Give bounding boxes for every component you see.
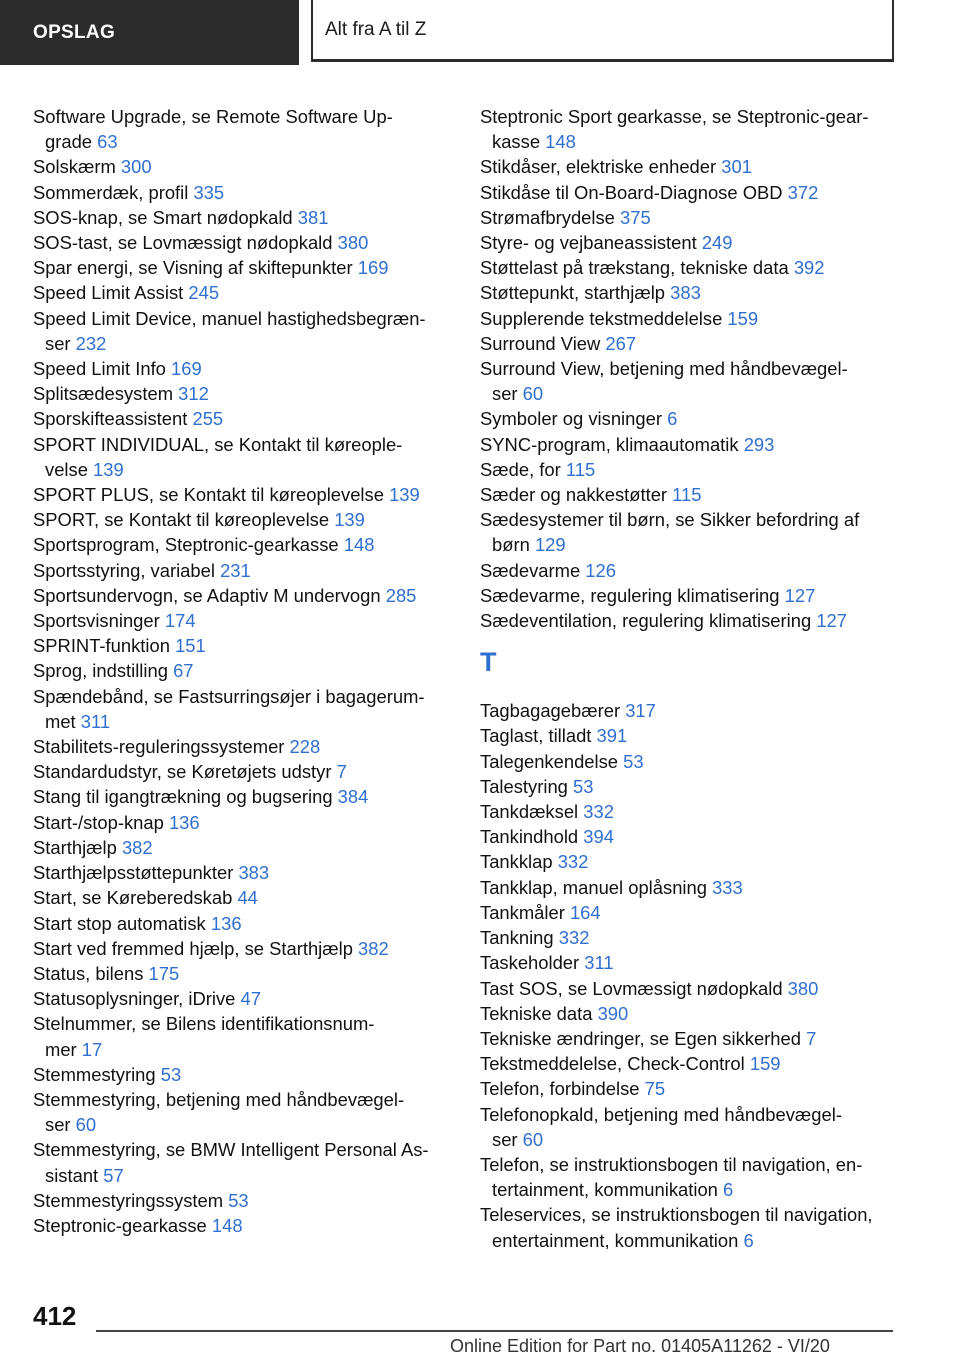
index-entry <box>480 205 900 230</box>
index-entry <box>33 255 453 280</box>
index-entry <box>33 1137 453 1187</box>
page-link[interactable]: 60 <box>522 1128 544 1150</box>
header-section-tab <box>0 0 299 65</box>
page-link[interactable]: 380 <box>337 232 369 254</box>
index-entry-text: Steptronic Sport gearkasse, se Steptronic-gear‐ kasse <box>480 106 869 153</box>
index-entry <box>480 356 900 406</box>
page-link[interactable]: 126 <box>585 559 616 581</box>
header-section-label: OPSLAG <box>33 21 116 43</box>
index-entry <box>33 810 453 835</box>
index-entry-text: Sportsundervogn, se Adaptiv M undervogn <box>33 584 386 606</box>
page-link[interactable]: 384 <box>337 786 369 808</box>
page-link[interactable]: 249 <box>701 232 733 254</box>
index-entry <box>480 774 900 799</box>
index-entry-text: Supplerende tekstmeddelelse <box>480 307 728 329</box>
index-entry-text: Steptronic-gearkasse <box>33 1214 212 1236</box>
index-entry <box>33 1213 453 1238</box>
index-entry-text: Sportsvisninger <box>33 610 165 632</box>
index-entry <box>33 684 453 734</box>
index-entry-text: Tagbagagebærer <box>480 700 626 722</box>
index-entry <box>33 759 453 784</box>
index-entry <box>33 381 453 406</box>
page-link[interactable]: 6 <box>743 1229 754 1251</box>
index-entry-text: Start, se Køreberedskab <box>33 887 238 909</box>
index-entry <box>480 976 900 1001</box>
page-link[interactable]: 382 <box>358 937 389 959</box>
index-entry-text: Surround View <box>480 332 606 354</box>
page-link[interactable]: 47 <box>240 988 261 1010</box>
index-entry <box>480 306 900 331</box>
index-entry <box>33 961 453 986</box>
page-link[interactable]: 312 <box>178 383 209 405</box>
page-link[interactable]: 391 <box>596 725 628 747</box>
page-link[interactable]: 60 <box>75 1114 97 1136</box>
index-entry <box>33 734 453 759</box>
index-entry-text: Talestyring <box>480 775 574 797</box>
index-entry-text: Start ved fremmed hjælp, se Starthjælp <box>33 937 359 959</box>
page-link[interactable]: 148 <box>343 534 375 556</box>
index-entry <box>480 1076 900 1101</box>
page-link[interactable]: 301 <box>721 156 752 178</box>
index-entry-text: Stabilitets-reguleringssystemer <box>33 736 290 758</box>
page-link[interactable]: 392 <box>793 257 825 279</box>
index-entry-text: Teleservices, se instruktionsbogen til navigation, entertainment, kommunikation <box>480 1204 873 1251</box>
page-link[interactable]: 57 <box>103 1164 124 1186</box>
index-entry <box>480 482 900 507</box>
index-group-t <box>480 698 900 1252</box>
page-link[interactable]: 332 <box>557 851 589 873</box>
index-entry-text: SPORT PLUS, se Kontakt til køreoplevelse <box>33 484 390 506</box>
page-link[interactable]: 267 <box>605 332 637 354</box>
index-entry-text: SOS-knap, se Smart nødopkald <box>33 206 298 228</box>
page-link[interactable]: 311 <box>80 710 111 732</box>
page-link[interactable]: 394 <box>583 826 614 848</box>
index-entry <box>33 911 453 936</box>
index-entry <box>33 986 453 1011</box>
index-entry <box>33 482 453 507</box>
index-entry <box>480 331 900 356</box>
index-entry-text: Tekstmeddelelse, Check-Control <box>480 1053 750 1075</box>
index-entry <box>480 1102 900 1152</box>
index-entry <box>33 658 453 683</box>
page-link[interactable]: 136 <box>168 811 200 833</box>
index-entry-text: SPORT, se Kontakt til køreoplevelse <box>33 509 335 531</box>
index-entry <box>480 280 900 305</box>
index-entry-text: Tekniske data <box>480 1002 598 1024</box>
index-entry <box>480 875 900 900</box>
header-title: Alt fra A til Z <box>325 18 427 40</box>
page-link[interactable]: 255 <box>192 408 224 430</box>
index-entry-text: Tankning <box>480 927 559 949</box>
page-link[interactable]: 175 <box>148 962 180 984</box>
index-entry <box>33 532 453 557</box>
index-entry <box>33 784 453 809</box>
index-entry-text: Tekniske ændringer, se Egen sikkerhed <box>480 1027 807 1049</box>
header-title-box <box>311 0 894 62</box>
index-entry-text: Starthjælpsstøttepunkter <box>33 862 239 884</box>
index-entry-text: Tankmåler <box>480 901 570 923</box>
index-entry <box>480 104 900 154</box>
index-entry <box>480 507 900 557</box>
index-column-left <box>33 104 453 1238</box>
index-entry <box>480 230 900 255</box>
page-link[interactable]: 232 <box>75 332 107 354</box>
page-link[interactable]: 245 <box>188 282 220 304</box>
index-entry-text: SPRINT-funktion <box>33 635 176 657</box>
index-entry-text: Telefon, forbindelse <box>480 1078 645 1100</box>
page-link[interactable]: 335 <box>193 181 225 203</box>
index-entry <box>480 723 900 748</box>
footer-edition: Online Edition for Part no. 01405A11262 - VI/20 <box>450 1336 830 1356</box>
index-entry <box>33 558 453 583</box>
page-link[interactable]: 380 <box>787 977 819 999</box>
index-entry-text: Tast SOS, se Lovmæssigt nødopkald <box>480 977 788 999</box>
page-link[interactable]: 139 <box>334 509 365 531</box>
page-link[interactable]: 53 <box>623 750 644 772</box>
index-entry-text: Speed Limit Assist <box>33 282 189 304</box>
index-entry-text: Sædeventilation, regulering klimatisering <box>480 610 817 632</box>
page-link[interactable]: 148 <box>545 131 576 153</box>
index-entry-text: Tankklap <box>480 851 558 873</box>
page-link[interactable]: 115 <box>672 484 702 506</box>
page-link[interactable]: 159 <box>749 1053 781 1075</box>
index-entry-text: Taglast, tilladt <box>480 725 597 747</box>
index-entry-text: Sædevarme <box>480 559 586 581</box>
index-entry-text: Solskærm <box>33 156 121 178</box>
page-link[interactable]: 383 <box>670 282 701 304</box>
index-entry <box>480 1152 900 1202</box>
index-entry <box>480 749 900 774</box>
page-link[interactable]: 390 <box>597 1002 629 1024</box>
index-entry <box>480 824 900 849</box>
index-entry-text: Telefonopkald, betjening med håndbevægel‐ ser <box>480 1103 842 1150</box>
page-link[interactable]: 375 <box>620 206 651 228</box>
page-link[interactable]: 44 <box>237 887 258 909</box>
index-entry <box>33 608 453 633</box>
page-link[interactable]: 159 <box>727 307 759 329</box>
index-entry <box>33 633 453 658</box>
index-entry-text: Status, bilens <box>33 962 149 984</box>
page-link[interactable]: 127 <box>784 584 816 606</box>
index-entry-text: Speed Limit Device, manuel hastighedsbegræn‐ ser <box>33 307 426 354</box>
index-entry <box>33 583 453 608</box>
index-entry-text: Støttepunkt, starthjælp <box>480 282 671 304</box>
index-entry <box>33 860 453 885</box>
index-entry-text: Standardudstyr, se Køretøjets udstyr <box>33 761 337 783</box>
index-entry <box>33 936 453 961</box>
index-entry <box>33 432 453 482</box>
index-entry-text: Sæde, for <box>480 458 566 480</box>
index-entry <box>33 1011 453 1061</box>
page-link[interactable]: 300 <box>120 156 152 178</box>
index-entry-text: Sæder og nakkestøtter <box>480 484 673 506</box>
index-entry <box>480 558 900 583</box>
page-link[interactable]: 174 <box>164 610 196 632</box>
index-entry <box>33 104 453 154</box>
page-number: 412 <box>33 1301 77 1331</box>
index-entry-text: Sporskifteassistent <box>33 408 193 430</box>
page-link[interactable]: 6 <box>667 408 678 430</box>
page-link[interactable]: 293 <box>743 433 775 455</box>
index-entry <box>480 799 900 824</box>
index-entry-text: Styre- og vejbaneassistent <box>480 232 702 254</box>
index-entry <box>33 306 453 356</box>
page-link[interactable]: 382 <box>121 836 153 858</box>
index-entry <box>480 950 900 975</box>
page-link[interactable]: 169 <box>357 257 389 279</box>
index-entry <box>480 457 900 482</box>
page-link[interactable]: 7 <box>806 1027 817 1049</box>
index-entry-text: Starthjælp <box>33 836 122 858</box>
index-entry-text: Stikdåse til On-Board-Diagnose OBD <box>480 181 788 203</box>
page-link[interactable]: 164 <box>569 901 601 923</box>
index-entry <box>33 406 453 431</box>
index-entry <box>33 180 453 205</box>
index-entry <box>480 1051 900 1076</box>
index-entry-text: Splitsædesystem <box>33 383 179 405</box>
index-entry <box>480 583 900 608</box>
page-link[interactable]: 333 <box>712 876 743 898</box>
index-entry <box>33 230 453 255</box>
index-entry <box>480 154 900 179</box>
index-entry <box>480 1001 900 1026</box>
index-entry-text: Spændebånd, se Fastsurringsøjer i bagagerum‐ met <box>33 685 425 732</box>
index-entry <box>480 849 900 874</box>
index-entry-text: Strømafbrydelse <box>480 206 621 228</box>
index-entry-text: Stelnummer, se Bilens identifikationsnum‐ mer <box>33 1013 375 1060</box>
page-link[interactable]: 139 <box>93 458 124 480</box>
index-entry-text: Statusoplysninger, iDrive <box>33 988 241 1010</box>
index-group-s <box>480 104 900 633</box>
page-link[interactable]: 7 <box>336 761 347 783</box>
page-link[interactable]: 53 <box>573 775 594 797</box>
page-link[interactable]: 63 <box>97 131 118 153</box>
index-entry-text: Tankklap, manuel oplåsning <box>480 876 713 898</box>
page-link[interactable]: 6 <box>723 1179 734 1201</box>
index-entry-text: Talegenkendelse <box>480 750 624 772</box>
index-entry-text: Stemmestyring, betjening med håndbevægel‐ ser <box>33 1088 405 1136</box>
index-entry-text: Symboler og visninger <box>480 408 668 430</box>
index-entry-text: Spar energi, se Visning af skiftepunkter <box>33 257 358 279</box>
index-entry <box>33 1188 453 1213</box>
page-link[interactable]: 317 <box>625 700 656 722</box>
index-entry-text: SYNC-program, klimaautomatik <box>480 433 744 455</box>
index-entry <box>33 280 453 305</box>
page-link[interactable]: 115 <box>565 458 596 480</box>
index-entry <box>33 154 453 179</box>
index-entry <box>480 925 900 950</box>
index-entry-text: Surround View, betjening med håndbevægel‐ ser <box>480 358 848 405</box>
index-entry-text: Telefon, se instruktionsbogen til navigation, en‐ tertainment, kommunikation <box>480 1153 863 1201</box>
page-link[interactable]: 228 <box>289 736 321 758</box>
index-entry <box>480 1202 900 1252</box>
page-link[interactable]: 383 <box>238 862 270 884</box>
page-link[interactable]: 53 <box>228 1189 249 1211</box>
page-link[interactable]: 136 <box>210 912 242 934</box>
page-link[interactable]: 129 <box>534 534 566 556</box>
page-link[interactable]: 60 <box>522 383 544 405</box>
index-entry-text: Sportsprogram, Steptronic-gearkasse <box>33 534 344 556</box>
page-link[interactable]: 381 <box>297 206 329 228</box>
index-entry-text: Sprog, indstilling <box>33 660 174 682</box>
index-entry <box>33 205 453 230</box>
index-entry-text: Stemmestyringssystem <box>33 1189 229 1211</box>
index-entry <box>480 698 900 723</box>
index-entry-text: Tankdæksel <box>480 801 584 823</box>
index-entry <box>480 406 900 431</box>
page-link[interactable]: 53 <box>160 1063 182 1085</box>
page-link[interactable]: 372 <box>787 181 819 203</box>
page-link[interactable]: 139 <box>389 484 420 506</box>
index-entry-text: Start stop automatisk <box>33 912 211 934</box>
index-entry-text: Sædevarme, regulering klimatisering <box>480 584 785 606</box>
page-link[interactable]: 148 <box>211 1214 243 1236</box>
index-entry <box>480 255 900 280</box>
index-entry <box>33 885 453 910</box>
index-entry-text: Stemmestyring <box>33 1063 161 1085</box>
index-entry <box>33 1062 453 1087</box>
index-entry-text: Støttelast på trækstang, tekniske data <box>480 257 794 279</box>
index-entry-text: Sædesystemer til børn, se Sikker befordring af børn <box>480 509 860 556</box>
index-entry-text: Taskeholder <box>480 952 585 974</box>
index-entry <box>33 835 453 860</box>
index-entry <box>33 507 453 532</box>
index-column-right <box>480 104 900 1253</box>
index-entry-text: Speed Limit Info <box>33 358 172 380</box>
index-entry-text: SOS-tast, se Lovmæssigt nødopkald <box>33 232 338 254</box>
index-section-letter: T <box>480 647 497 678</box>
page-link[interactable]: 169 <box>171 358 202 380</box>
index-entry-text: Stemmestyring, se BMW Intelligent Personal As‐ sistant <box>33 1139 429 1186</box>
index-entry <box>480 180 900 205</box>
index-entry-text: SPORT INDIVIDUAL, se Kontakt til køreople‐ velse <box>33 433 403 480</box>
page-link[interactable]: 332 <box>558 927 590 949</box>
index-entry-text: Start-/stop-knap <box>33 811 169 833</box>
index-entry <box>480 1026 900 1051</box>
index-entry-text: Sommerdæk, profil <box>33 181 194 203</box>
page-link[interactable]: 67 <box>173 660 194 682</box>
index-entry <box>33 356 453 381</box>
page-link[interactable]: 127 <box>816 610 847 632</box>
page-link[interactable]: 17 <box>81 1038 103 1060</box>
index-entry-text: Sportsstyring, variabel <box>33 559 221 581</box>
index-entry <box>33 1087 453 1137</box>
page-link[interactable]: 75 <box>644 1078 666 1100</box>
index-entry <box>480 432 900 457</box>
index-entry-text: Software Upgrade, se Remote Software Up‐ grade <box>33 106 393 153</box>
page-link[interactable]: 285 <box>385 584 417 606</box>
index-entry <box>480 608 900 633</box>
page-link[interactable]: 332 <box>583 801 614 823</box>
index-entry <box>480 900 900 925</box>
page-link[interactable]: 311 <box>584 952 614 974</box>
index-entry-text: Stikdåser, elektriske enheder <box>480 156 722 178</box>
index-entry-text: Tankindhold <box>480 826 584 848</box>
page-link[interactable]: 151 <box>175 635 206 657</box>
page-link[interactable]: 231 <box>220 559 251 581</box>
footer-divider <box>96 1330 893 1332</box>
index-entry-text: Stang til igangtrækning og bugsering <box>33 786 338 808</box>
